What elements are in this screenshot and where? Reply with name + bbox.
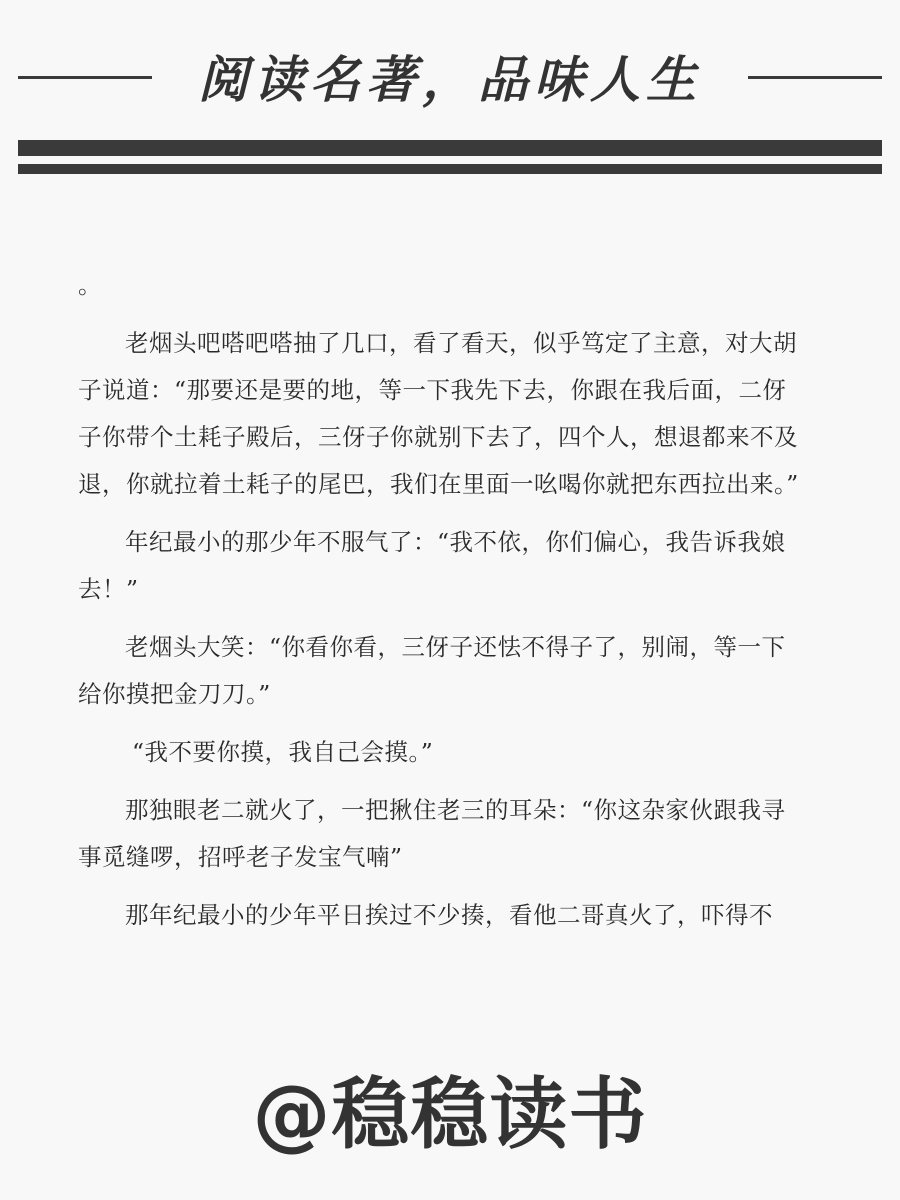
header-divider-thick <box>18 140 882 156</box>
author-watermark: @稳稳读书 <box>252 1070 648 1160</box>
page-title: 阅读名著，品味人生 <box>198 51 702 109</box>
paragraph: 那独眼老二就火了，一把揪住老三的耳朵：“你这杂家伙跟我寻事觅缝啰，招呼老子发宝气喃” <box>78 796 786 871</box>
header-divider-thin <box>18 164 882 174</box>
article-body <box>78 262 804 950</box>
paragraph: 老烟头吧嗒吧嗒抽了几口，看了看天，似乎笃定了主意，对大胡子说道：“那要还是要的地，等一下我先下去，你跟在我后面，二伢子你带个土耗子殿后，三伢子你就别下去了，四个人，想退都来不及退，你就拉着土耗子的尾巴，我们在里面一吆喝你就把东西拉出来。” <box>78 329 799 498</box>
page-header <box>0 40 900 120</box>
header-rule-right <box>748 76 882 79</box>
paragraph: 老烟头大笑：“你看你看，三伢子还怯不得子了，别闹，等一下给你摸把金刀刀。” <box>78 633 786 708</box>
paragraph: “我不要你摸，我自己会摸。” <box>132 738 434 766</box>
paragraph: 。 <box>78 271 102 299</box>
paragraph: 那年纪最小的少年平日挨过不少揍，看他二哥真火了，吓得不 <box>125 901 773 929</box>
header-rule-left <box>18 76 152 79</box>
paragraph: 年纪最小的那少年不服气了：“我不依，你们偏心，我告诉我娘去！” <box>78 528 786 603</box>
